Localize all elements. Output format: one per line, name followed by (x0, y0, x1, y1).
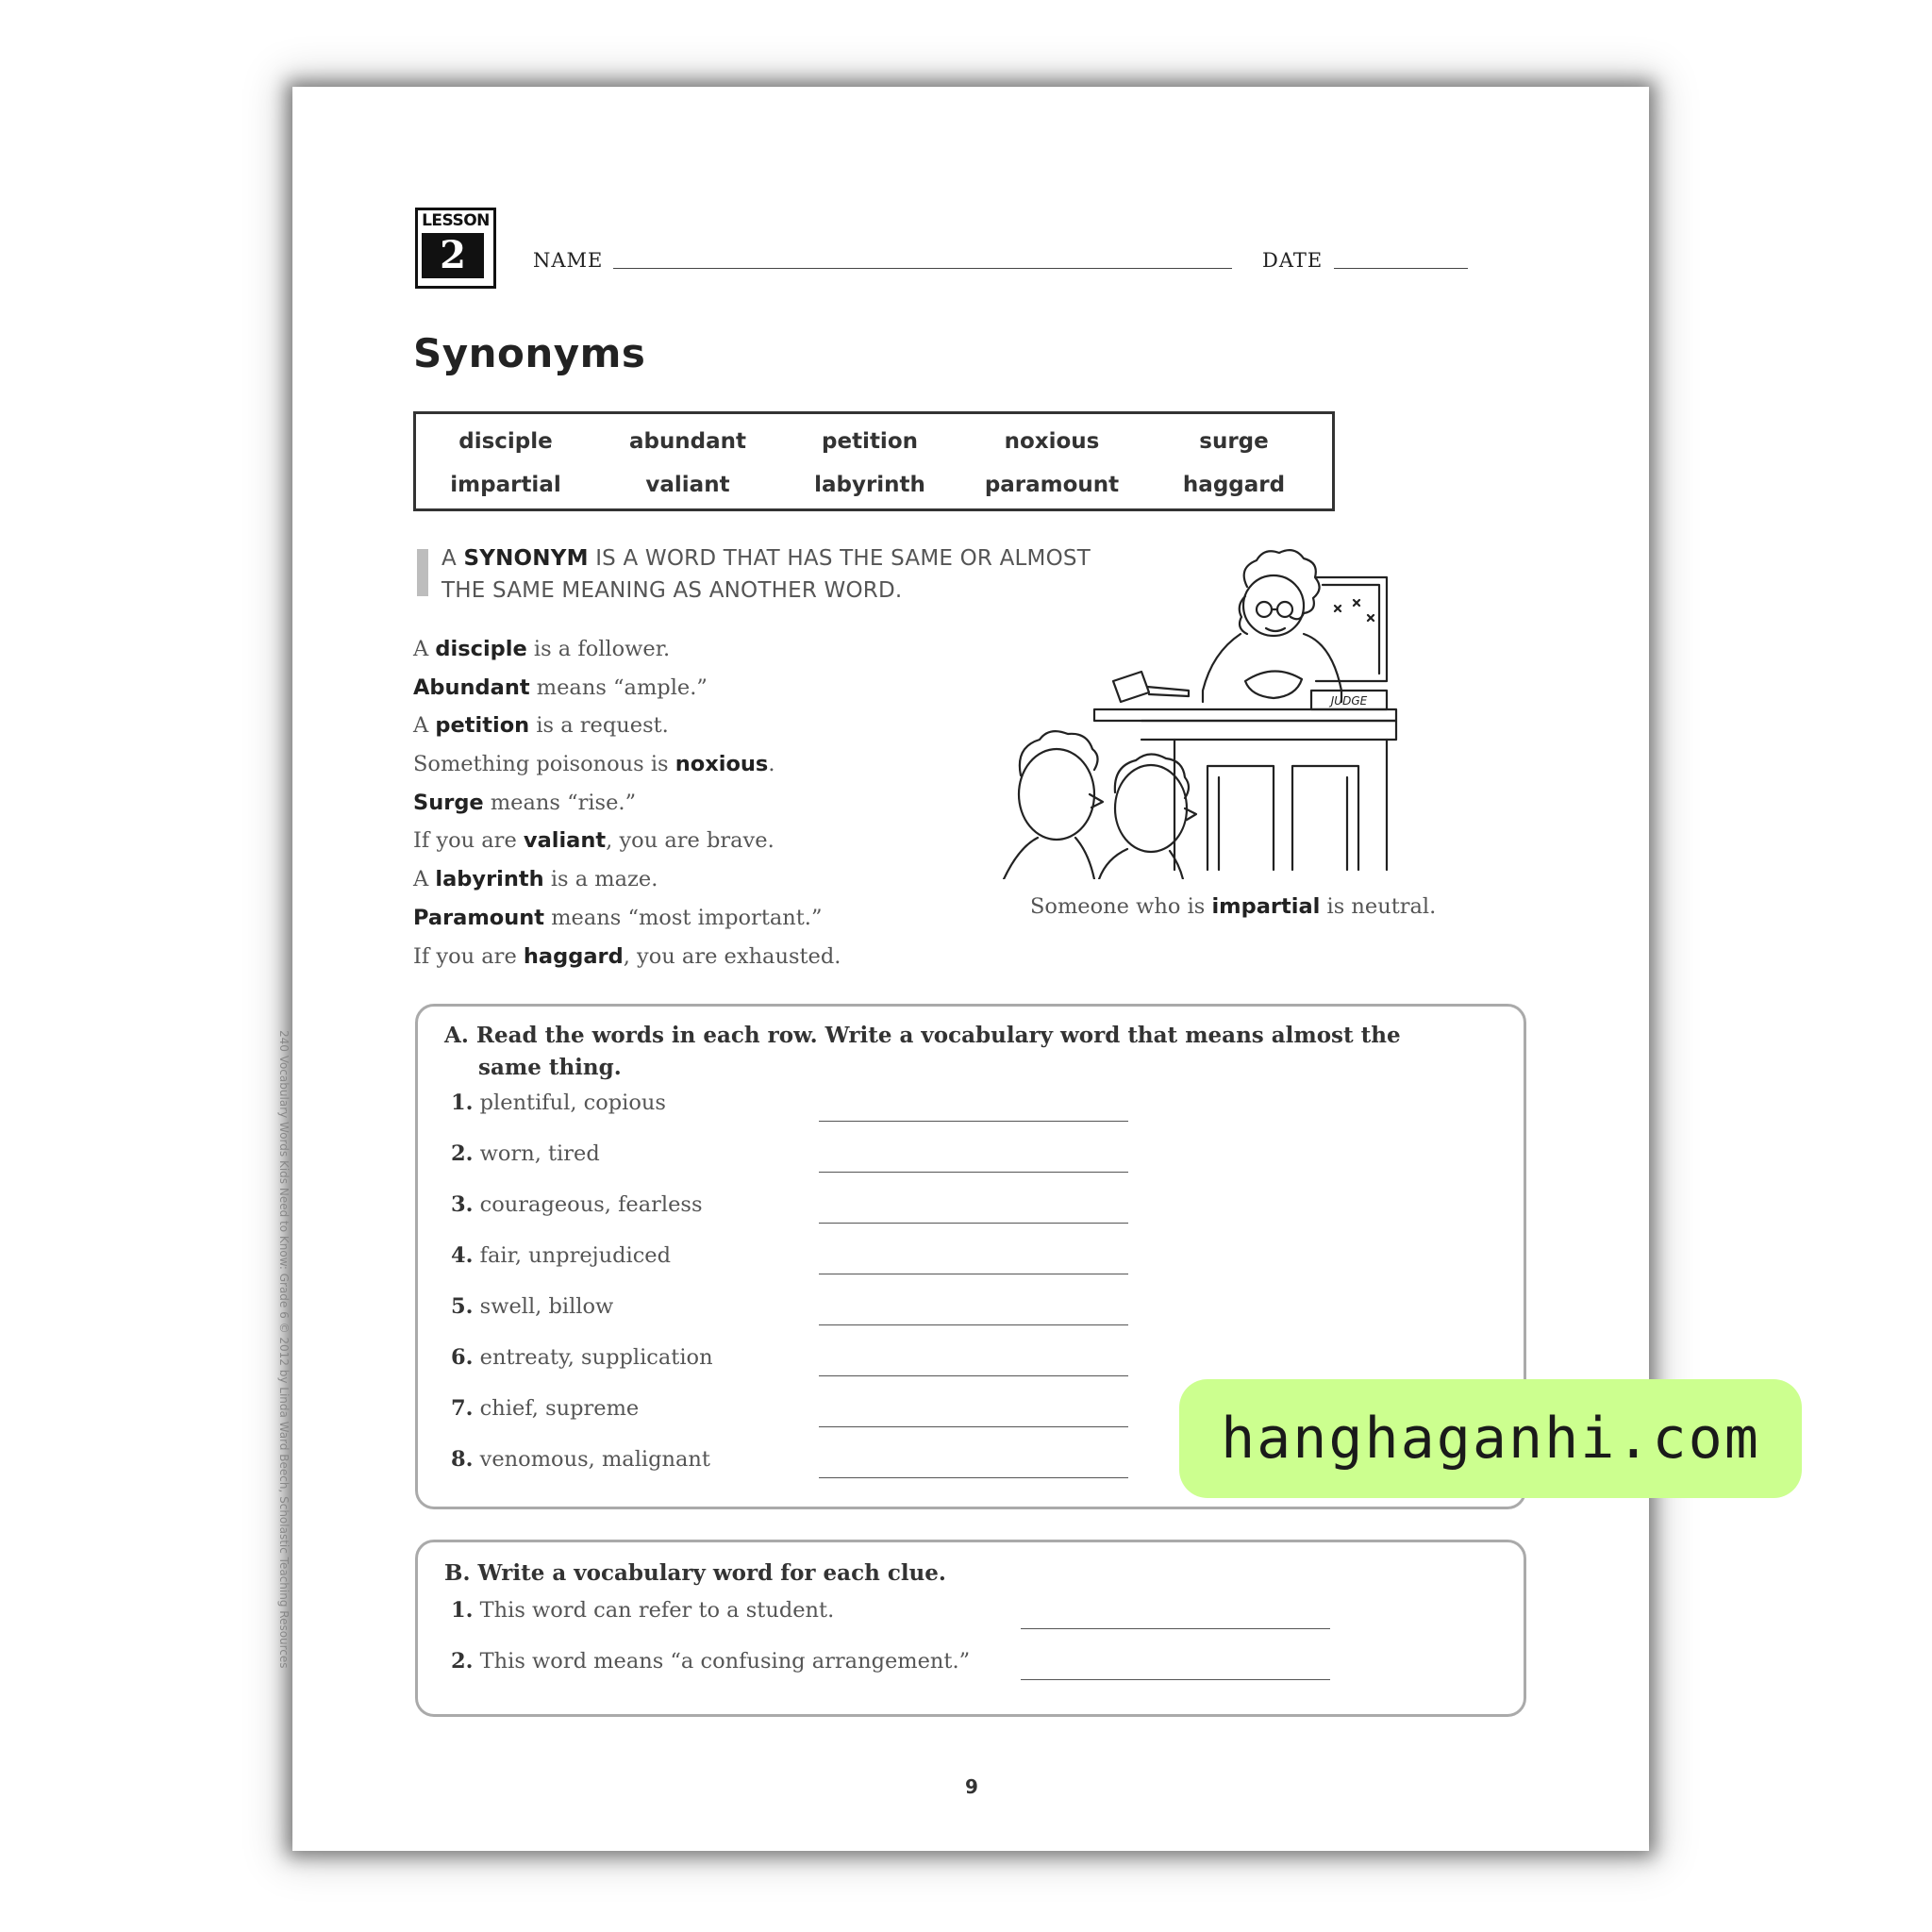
lesson-badge (415, 208, 496, 289)
vocab-word: abundant (628, 429, 747, 454)
definitions-list (413, 630, 841, 975)
vocab-word: valiant (645, 473, 730, 497)
definition-line: Surge means “rise.” (413, 790, 637, 815)
definition-line: If you are haggard, you are exhausted. (413, 943, 841, 969)
answer-line-a-7[interactable] (819, 1426, 1128, 1427)
definition-line: Paramount means “most important.” (413, 905, 823, 930)
gavel-icon (1113, 672, 1149, 702)
question-b-1: 1. This word can refer to a student. (451, 1598, 835, 1623)
vocab-word: petition (822, 429, 918, 454)
name-label: NAME (533, 249, 604, 272)
definition-line: Something poisonous is noxious. (413, 752, 775, 777)
answer-line-b-2[interactable] (1021, 1679, 1330, 1680)
question-a-3: 3. courageous, fearless (451, 1192, 703, 1217)
answer-line-a-2[interactable] (819, 1172, 1128, 1173)
section-b-instruction: B. Write a vocabulary word for each clue. (444, 1560, 946, 1586)
chair-back (1316, 577, 1387, 681)
answer-line-a-5[interactable] (819, 1324, 1128, 1325)
question-a-7: 7. chief, supreme (451, 1396, 640, 1421)
illustration-caption: Someone who is impartial is neutral. (1030, 894, 1437, 919)
answer-line-a-8[interactable] (819, 1477, 1128, 1478)
worksheet-page (277, 87, 1760, 1851)
vocab-word: surge (1199, 429, 1269, 454)
synonym-definition: A SYNONYM IS A WORD THAT HAS THE SAME OR ALMOST THE SAME MEANING AS ANOTHER WORD. (441, 546, 1091, 603)
section-a-instruction: A. Read the words in each row. Write a vocabulary word that means almost the same thing. (444, 1023, 1401, 1080)
vocabulary-word-box (413, 411, 1335, 511)
name-field-line[interactable] (613, 268, 1232, 269)
question-b-2: 2. This word means “a confusing arrangement.” (451, 1649, 971, 1674)
lesson-number: 2 (422, 233, 484, 278)
answer-line-b-1[interactable] (1021, 1628, 1330, 1629)
answer-line-a-1[interactable] (819, 1121, 1128, 1122)
copyright-credit: 240 Vocabulary Words Kids Need to Know: Grade 6 © 2012 by Linda Ward Beech, Scholastic Teaching Resources (277, 1030, 291, 1669)
boy-head (1019, 749, 1094, 840)
definition-line: Abundant means “ample.” (413, 675, 708, 700)
date-field-line[interactable] (1334, 268, 1468, 269)
judge-head (1243, 575, 1304, 636)
answer-line-a-6[interactable] (819, 1375, 1128, 1376)
synonym-term: SYNONYM (463, 546, 589, 571)
definition-line: A disciple is a follower. (413, 637, 671, 661)
section-b-box (415, 1540, 1526, 1717)
question-a-1: 1. plentiful, copious (451, 1091, 666, 1115)
vocab-word: impartial (450, 473, 561, 497)
definition-line: If you are valiant, you are brave. (413, 828, 774, 854)
question-a-6: 6. entreaty, supplication (451, 1345, 713, 1370)
vocab-word: haggard (1182, 473, 1286, 497)
question-a-5: 5. swell, billow (451, 1294, 614, 1319)
definition-line: A petition is a request. (413, 713, 669, 739)
vocab-word: disciple (458, 429, 553, 454)
question-a-4: 4. fair, unprejudiced (451, 1243, 672, 1268)
date-label: DATE (1262, 249, 1324, 272)
page-title: Synonyms (413, 330, 646, 376)
vocab-word: paramount (984, 473, 1120, 497)
definition-line: A labyrinth is a maze. (413, 867, 658, 892)
vocab-word: noxious (1004, 429, 1100, 454)
answer-line-a-3[interactable] (819, 1223, 1128, 1224)
judge-bench (1094, 709, 1396, 721)
watermark-banner: hanghaganhi.com (1179, 1379, 1802, 1498)
question-a-2: 2. worn, tired (451, 1141, 600, 1166)
boy-head (1115, 765, 1187, 852)
definition-accent-bar (417, 549, 428, 596)
judge-illustration (972, 540, 1500, 879)
vocab-word: labyrinth (814, 473, 925, 497)
page-number: 9 (965, 1775, 978, 1798)
lesson-label: LESSON (422, 211, 490, 230)
judge-sign-text: JUDGE (1330, 694, 1368, 708)
question-a-8: 8. venomous, malignant (451, 1447, 710, 1472)
